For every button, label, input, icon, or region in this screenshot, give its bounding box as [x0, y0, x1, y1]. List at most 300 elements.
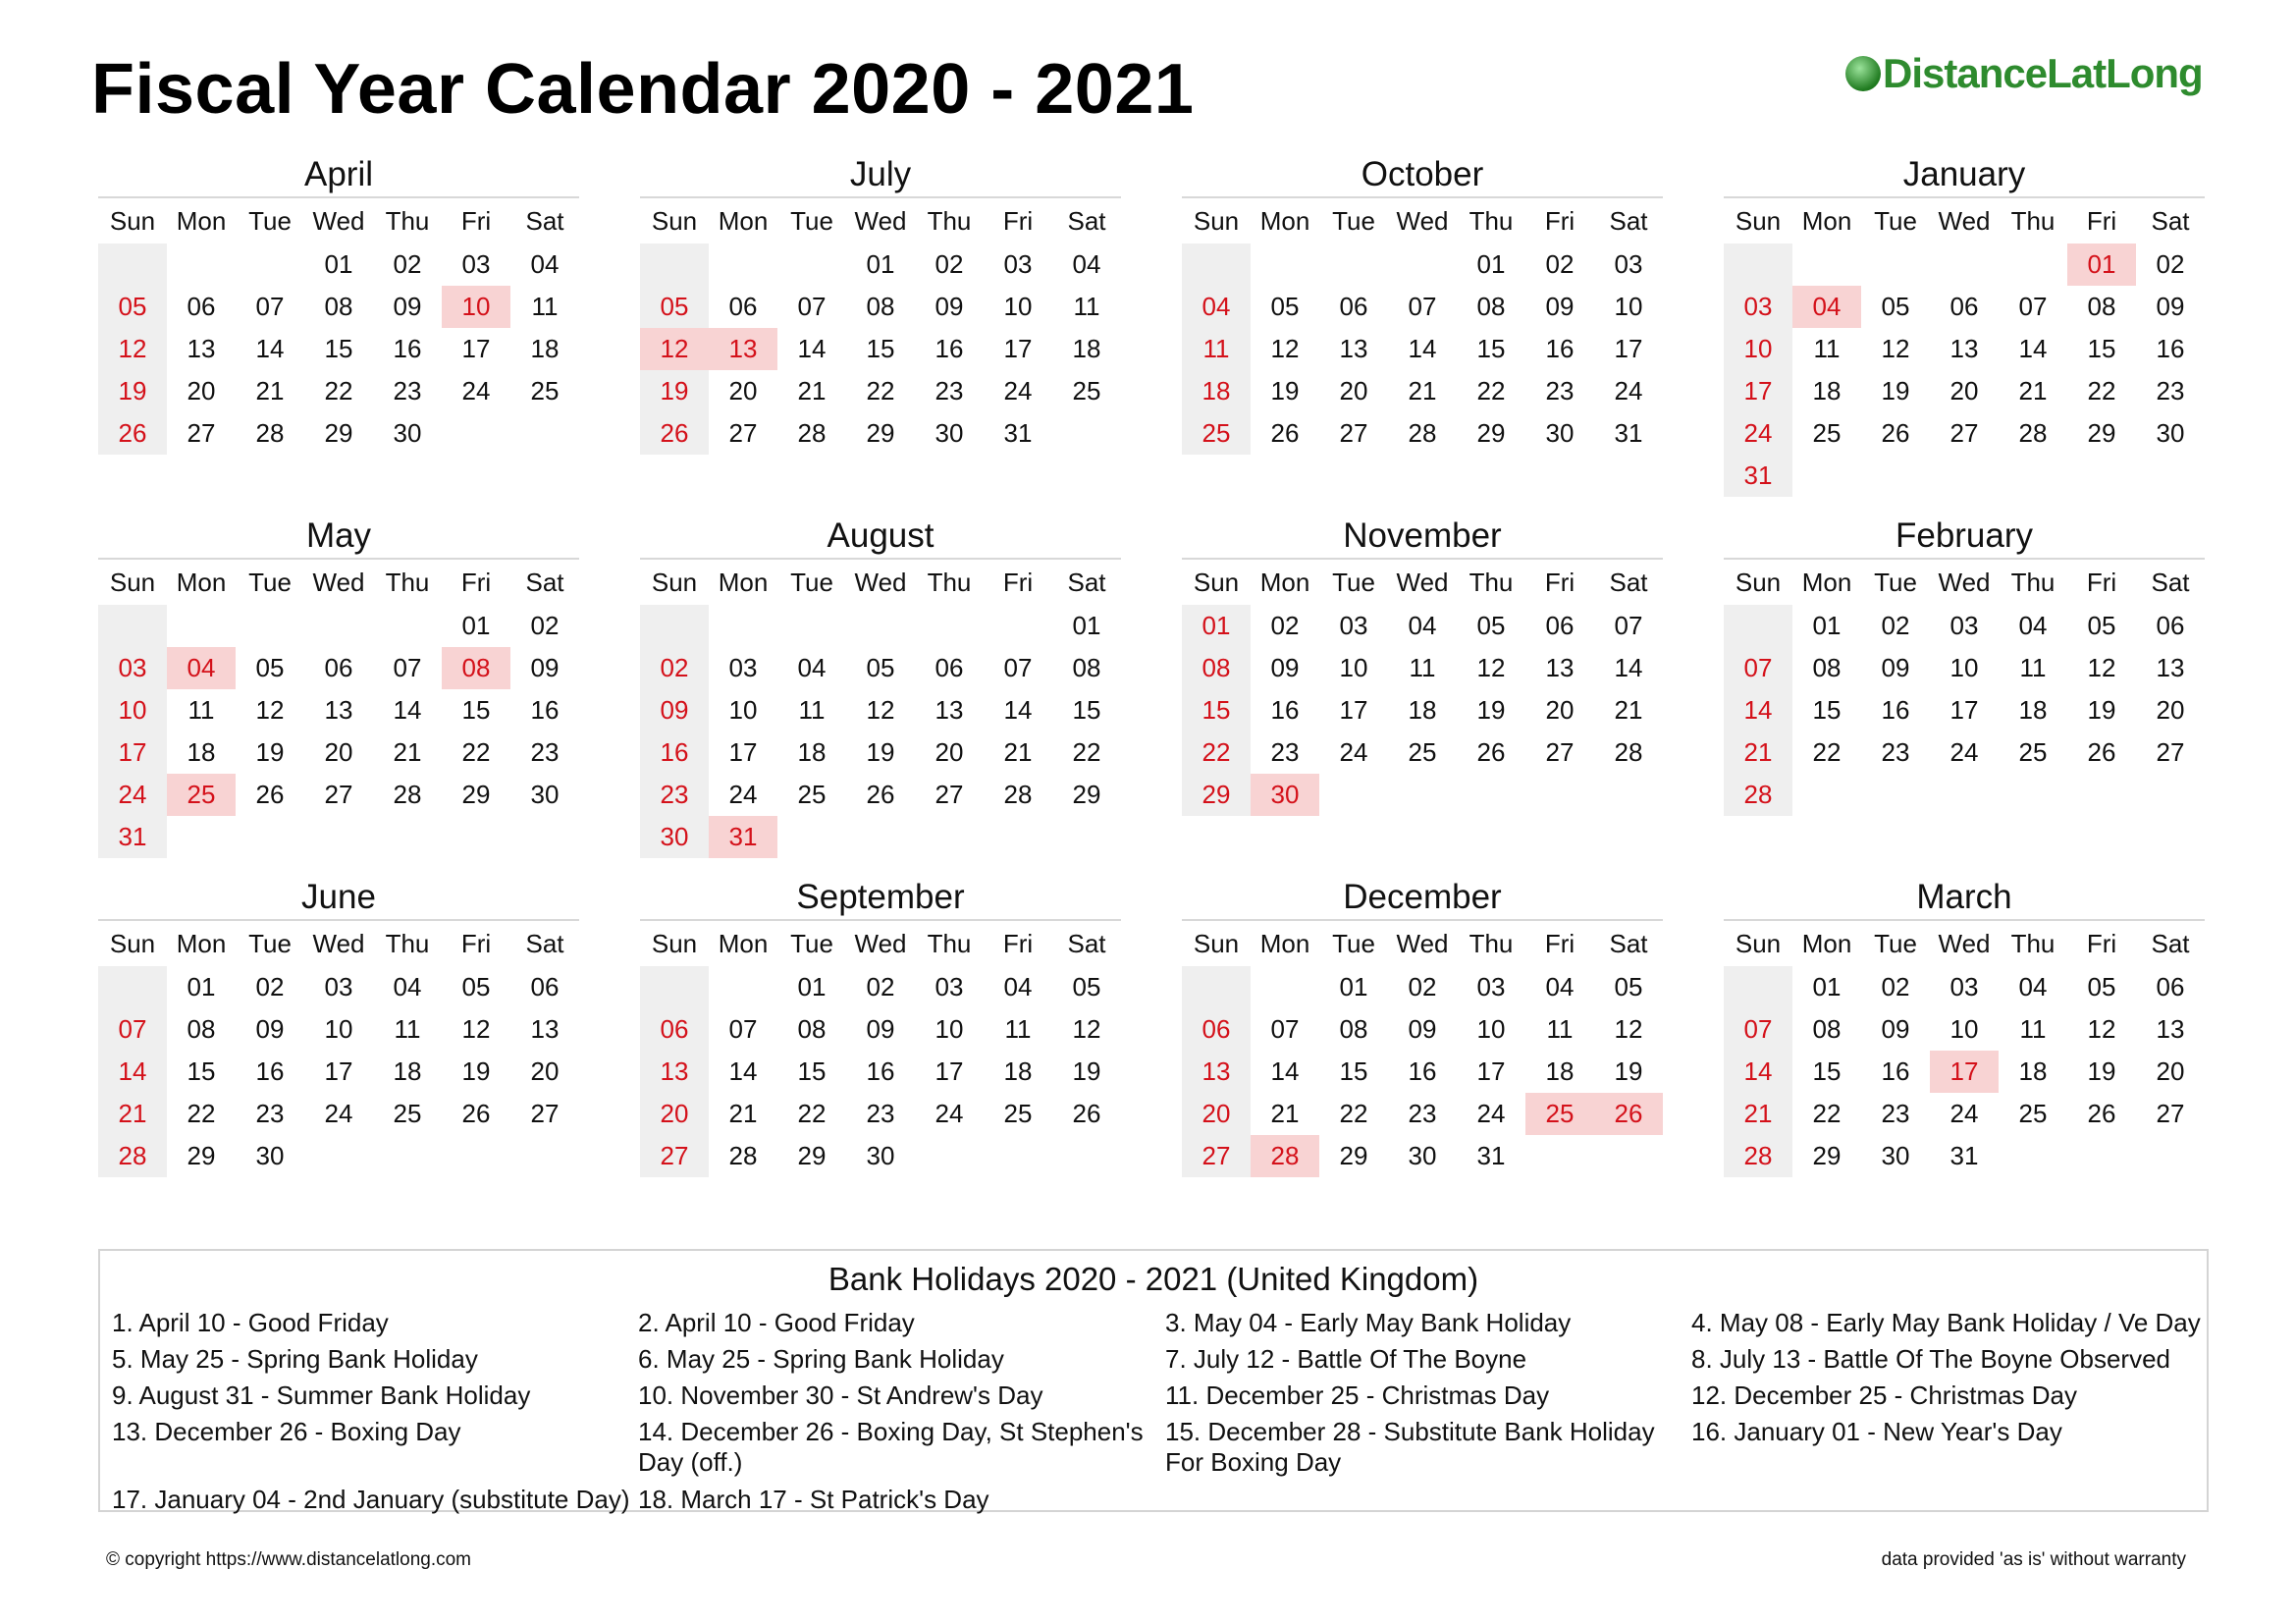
day-cell[interactable]: 29 [1476, 418, 1506, 448]
day-cell[interactable]: 14 [797, 334, 827, 363]
day-cell[interactable]: 28 [797, 418, 827, 448]
day-cell[interactable]: 05 [1881, 292, 1910, 321]
day-cell[interactable]: 15 [2087, 334, 2116, 363]
day-cell[interactable]: 27 [640, 1135, 709, 1177]
day-cell[interactable]: 30 [866, 1141, 895, 1170]
day-cell[interactable]: 18 [1812, 376, 1842, 406]
day-cell[interactable]: 24 [1476, 1099, 1506, 1128]
day-cell[interactable]: 31 [1614, 418, 1643, 448]
day-cell[interactable]: 18 [797, 737, 827, 767]
day-cell[interactable]: 23 [640, 774, 709, 816]
day-cell[interactable]: 16 [640, 731, 709, 774]
day-cell[interactable]: 24 [324, 1099, 353, 1128]
day-cell[interactable]: 20 [640, 1093, 709, 1135]
day-cell[interactable]: 29 [1812, 1141, 1842, 1170]
day-cell[interactable]: 15 [1812, 695, 1842, 725]
day-cell[interactable]: 08 [1182, 647, 1251, 689]
day-cell[interactable]: 13 [530, 1014, 560, 1044]
day-cell[interactable]: 03 [934, 972, 964, 1001]
day-cell[interactable]: 14 [393, 695, 422, 725]
day-cell[interactable]: 19 [461, 1056, 491, 1086]
day-cell[interactable]: 05 [2087, 611, 2116, 640]
day-cell[interactable]: 18 [187, 737, 216, 767]
day-cell[interactable]: 04 [167, 647, 236, 689]
day-cell[interactable]: 11 [531, 292, 559, 321]
day-cell[interactable]: 02 [934, 249, 964, 279]
day-cell[interactable]: 26 [98, 412, 167, 455]
day-cell[interactable]: 12 [2087, 1014, 2116, 1044]
day-cell[interactable]: 19 [1881, 376, 1910, 406]
day-cell[interactable]: 07 [393, 653, 422, 682]
day-cell[interactable]: 23 [1545, 376, 1575, 406]
day-cell[interactable]: 21 [1724, 1093, 1792, 1135]
day-cell[interactable]: 08 [442, 647, 510, 689]
day-cell[interactable]: 25 [1072, 376, 1101, 406]
day-cell[interactable]: 06 [640, 1008, 709, 1051]
day-cell[interactable]: 25 [797, 780, 827, 809]
day-cell[interactable]: 18 [530, 334, 560, 363]
day-cell[interactable]: 04 [1003, 972, 1033, 1001]
day-cell[interactable]: 25 [1408, 737, 1437, 767]
day-cell[interactable]: 07 [1270, 1014, 1300, 1044]
day-cell[interactable]: 14 [1724, 689, 1792, 731]
day-cell[interactable]: 19 [255, 737, 285, 767]
day-cell[interactable]: 31 [1476, 1141, 1506, 1170]
day-cell[interactable]: 31 [1724, 455, 1792, 497]
day-cell[interactable]: 08 [1072, 653, 1101, 682]
day-cell[interactable]: 30 [2156, 418, 2185, 448]
day-cell[interactable]: 01 [187, 972, 216, 1001]
day-cell[interactable]: 10 [1614, 292, 1643, 321]
day-cell[interactable]: 16 [934, 334, 964, 363]
day-cell[interactable]: 27 [1545, 737, 1575, 767]
day-cell[interactable]: 24 [98, 774, 167, 816]
day-cell[interactable]: 22 [461, 737, 491, 767]
day-cell[interactable]: 21 [1614, 695, 1643, 725]
day-cell[interactable]: 27 [934, 780, 964, 809]
day-cell[interactable]: 27 [324, 780, 353, 809]
day-cell[interactable]: 17 [1614, 334, 1643, 363]
day-cell[interactable]: 19 [1072, 1056, 1101, 1086]
day-cell[interactable]: 29 [866, 418, 895, 448]
day-cell[interactable]: 22 [1339, 1099, 1368, 1128]
day-cell[interactable]: 02 [1408, 972, 1437, 1001]
day-cell[interactable]: 04 [2018, 972, 2048, 1001]
day-cell[interactable]: 17 [1724, 370, 1792, 412]
day-cell[interactable]: 28 [1251, 1135, 1319, 1177]
day-cell[interactable]: 13 [2156, 653, 2185, 682]
day-cell[interactable]: 14 [2018, 334, 2048, 363]
day-cell[interactable]: 06 [1182, 1008, 1251, 1051]
day-cell[interactable]: 06 [1339, 292, 1368, 321]
day-cell[interactable]: 14 [1408, 334, 1437, 363]
day-cell[interactable]: 21 [1408, 376, 1437, 406]
day-cell[interactable]: 08 [866, 292, 895, 321]
day-cell[interactable]: 08 [1339, 1014, 1368, 1044]
day-cell[interactable]: 30 [1545, 418, 1575, 448]
day-cell[interactable]: 05 [255, 653, 285, 682]
day-cell[interactable]: 06 [934, 653, 964, 682]
day-cell[interactable]: 12 [1614, 1014, 1643, 1044]
day-cell[interactable]: 14 [1003, 695, 1033, 725]
day-cell[interactable]: 04 [797, 653, 827, 682]
day-cell[interactable]: 04 [1545, 972, 1575, 1001]
day-cell[interactable]: 15 [1339, 1056, 1368, 1086]
day-cell[interactable]: 24 [1339, 737, 1368, 767]
day-cell[interactable]: 06 [1545, 611, 1575, 640]
day-cell[interactable]: 22 [1812, 1099, 1842, 1128]
day-cell[interactable]: 07 [98, 1008, 167, 1051]
day-cell[interactable]: 21 [1003, 737, 1033, 767]
day-cell[interactable]: 29 [2087, 418, 2116, 448]
day-cell[interactable]: 27 [2156, 737, 2185, 767]
day-cell[interactable]: 01 [324, 249, 353, 279]
day-cell[interactable]: 30 [393, 418, 422, 448]
day-cell[interactable]: 28 [393, 780, 422, 809]
day-cell[interactable]: 19 [2087, 695, 2116, 725]
day-cell[interactable]: 15 [1476, 334, 1506, 363]
day-cell[interactable]: 01 [1072, 611, 1101, 640]
day-cell[interactable]: 13 [1545, 653, 1575, 682]
day-cell[interactable]: 26 [640, 412, 709, 455]
day-cell[interactable]: 12 [2087, 653, 2116, 682]
day-cell[interactable]: 12 [255, 695, 285, 725]
day-cell[interactable]: 30 [1251, 774, 1319, 816]
day-cell[interactable]: 09 [1270, 653, 1300, 682]
day-cell[interactable]: 15 [866, 334, 895, 363]
day-cell[interactable]: 26 [1270, 418, 1300, 448]
day-cell[interactable]: 27 [1339, 418, 1368, 448]
day-cell[interactable]: 02 [640, 647, 709, 689]
day-cell[interactable]: 21 [2018, 376, 2048, 406]
day-cell[interactable]: 28 [1408, 418, 1437, 448]
day-cell[interactable]: 17 [1930, 1051, 1999, 1093]
day-cell[interactable]: 06 [728, 292, 758, 321]
day-cell[interactable]: 13 [640, 1051, 709, 1093]
day-cell[interactable]: 19 [1270, 376, 1300, 406]
day-cell[interactable]: 03 [1339, 611, 1368, 640]
day-cell[interactable]: 07 [797, 292, 827, 321]
day-cell[interactable]: 22 [1812, 737, 1842, 767]
day-cell[interactable]: 11 [2019, 653, 2047, 682]
day-cell[interactable]: 03 [461, 249, 491, 279]
day-cell[interactable]: 05 [1072, 972, 1101, 1001]
day-cell[interactable]: 16 [393, 334, 422, 363]
day-cell[interactable]: 15 [1072, 695, 1101, 725]
day-cell[interactable]: 08 [797, 1014, 827, 1044]
day-cell[interactable]: 20 [1949, 376, 1979, 406]
day-cell[interactable]: 21 [1270, 1099, 1300, 1128]
day-cell[interactable]: 28 [255, 418, 285, 448]
day-cell[interactable]: 17 [461, 334, 491, 363]
day-cell[interactable]: 28 [98, 1135, 167, 1177]
day-cell[interactable]: 23 [934, 376, 964, 406]
day-cell[interactable]: 21 [728, 1099, 758, 1128]
day-cell[interactable]: 13 [1949, 334, 1979, 363]
day-cell[interactable]: 29 [1182, 774, 1251, 816]
day-cell[interactable]: 08 [1812, 1014, 1842, 1044]
day-cell[interactable]: 12 [461, 1014, 491, 1044]
day-cell[interactable]: 28 [1003, 780, 1033, 809]
day-cell[interactable]: 27 [530, 1099, 560, 1128]
day-cell[interactable]: 08 [2087, 292, 2116, 321]
day-cell[interactable]: 26 [461, 1099, 491, 1128]
day-cell[interactable]: 03 [1724, 286, 1792, 328]
day-cell[interactable]: 19 [2087, 1056, 2116, 1086]
day-cell[interactable]: 28 [728, 1141, 758, 1170]
day-cell[interactable]: 09 [866, 1014, 895, 1044]
day-cell[interactable]: 06 [187, 292, 216, 321]
day-cell[interactable]: 22 [2087, 376, 2116, 406]
day-cell[interactable]: 06 [2156, 972, 2185, 1001]
day-cell[interactable]: 01 [866, 249, 895, 279]
day-cell[interactable]: 28 [1724, 774, 1792, 816]
day-cell[interactable]: 14 [1270, 1056, 1300, 1086]
day-cell[interactable]: 11 [1409, 653, 1436, 682]
day-cell[interactable]: 15 [797, 1056, 827, 1086]
day-cell[interactable]: 09 [1545, 292, 1575, 321]
day-cell[interactable]: 20 [1339, 376, 1368, 406]
day-cell[interactable]: 03 [324, 972, 353, 1001]
day-cell[interactable]: 14 [255, 334, 285, 363]
day-cell[interactable]: 17 [1949, 695, 1979, 725]
day-cell[interactable]: 09 [393, 292, 422, 321]
day-cell[interactable]: 05 [98, 286, 167, 328]
day-cell[interactable]: 22 [1182, 731, 1251, 774]
day-cell[interactable]: 16 [2156, 334, 2185, 363]
day-cell[interactable]: 01 [1339, 972, 1368, 1001]
day-cell[interactable]: 18 [1545, 1056, 1575, 1086]
day-cell[interactable]: 29 [797, 1141, 827, 1170]
day-cell[interactable]: 16 [866, 1056, 895, 1086]
day-cell[interactable]: 25 [1003, 1099, 1033, 1128]
day-cell[interactable]: 13 [1182, 1051, 1251, 1093]
day-cell[interactable]: 03 [98, 647, 167, 689]
day-cell[interactable]: 23 [255, 1099, 285, 1128]
day-cell[interactable]: 26 [866, 780, 895, 809]
day-cell[interactable]: 07 [255, 292, 285, 321]
day-cell[interactable]: 01 [797, 972, 827, 1001]
day-cell[interactable]: 10 [1949, 1014, 1979, 1044]
day-cell[interactable]: 21 [98, 1093, 167, 1135]
day-cell[interactable]: 13 [2156, 1014, 2185, 1044]
day-cell[interactable]: 04 [393, 972, 422, 1001]
day-cell[interactable]: 01 [461, 611, 491, 640]
day-cell[interactable]: 05 [866, 653, 895, 682]
day-cell[interactable]: 23 [2156, 376, 2185, 406]
day-cell[interactable]: 06 [530, 972, 560, 1001]
day-cell[interactable]: 27 [728, 418, 758, 448]
day-cell[interactable]: 30 [1408, 1141, 1437, 1170]
day-cell[interactable]: 13 [324, 695, 353, 725]
day-cell[interactable]: 22 [797, 1099, 827, 1128]
day-cell[interactable]: 16 [1881, 695, 1910, 725]
day-cell[interactable]: 20 [728, 376, 758, 406]
day-cell[interactable]: 01 [1812, 972, 1842, 1001]
day-cell[interactable]: 26 [255, 780, 285, 809]
day-cell[interactable]: 25 [1182, 412, 1251, 455]
day-cell[interactable]: 17 [324, 1056, 353, 1086]
day-cell[interactable]: 20 [1182, 1093, 1251, 1135]
day-cell[interactable]: 29 [1339, 1141, 1368, 1170]
day-cell[interactable]: 26 [1072, 1099, 1101, 1128]
day-cell[interactable]: 23 [1408, 1099, 1437, 1128]
day-cell[interactable]: 23 [1881, 1099, 1910, 1128]
day-cell[interactable]: 29 [461, 780, 491, 809]
day-cell[interactable]: 02 [1270, 611, 1300, 640]
day-cell[interactable]: 01 [1182, 605, 1251, 647]
day-cell[interactable]: 24 [1949, 737, 1979, 767]
day-cell[interactable]: 11 [2019, 1014, 2047, 1044]
day-cell[interactable]: 25 [1812, 418, 1842, 448]
day-cell[interactable]: 25 [2018, 737, 2048, 767]
day-cell[interactable]: 21 [1724, 731, 1792, 774]
day-cell[interactable]: 11 [394, 1014, 421, 1044]
day-cell[interactable]: 08 [1476, 292, 1506, 321]
day-cell[interactable]: 23 [1881, 737, 1910, 767]
day-cell[interactable]: 15 [1182, 689, 1251, 731]
day-cell[interactable]: 09 [1408, 1014, 1437, 1044]
day-cell[interactable]: 03 [728, 653, 758, 682]
day-cell[interactable]: 04 [530, 249, 560, 279]
day-cell[interactable]: 30 [255, 1141, 285, 1170]
day-cell[interactable]: 16 [1881, 1056, 1910, 1086]
day-cell[interactable]: 10 [1003, 292, 1033, 321]
day-cell[interactable]: 05 [640, 286, 709, 328]
day-cell[interactable]: 15 [187, 1056, 216, 1086]
day-cell[interactable]: 26 [2087, 1099, 2116, 1128]
day-cell[interactable]: 10 [728, 695, 758, 725]
day-cell[interactable]: 28 [1614, 737, 1643, 767]
day-cell[interactable]: 17 [728, 737, 758, 767]
day-cell[interactable]: 19 [866, 737, 895, 767]
day-cell[interactable]: 11 [1182, 328, 1251, 370]
day-cell[interactable]: 07 [1724, 1008, 1792, 1051]
day-cell[interactable]: 07 [1614, 611, 1643, 640]
day-cell[interactable]: 17 [934, 1056, 964, 1086]
day-cell[interactable]: 29 [187, 1141, 216, 1170]
day-cell[interactable]: 13 [709, 328, 777, 370]
day-cell[interactable]: 18 [1182, 370, 1251, 412]
day-cell[interactable]: 24 [461, 376, 491, 406]
day-cell[interactable]: 15 [324, 334, 353, 363]
day-cell[interactable]: 01 [1812, 611, 1842, 640]
day-cell[interactable]: 12 [98, 328, 167, 370]
day-cell[interactable]: 10 [1949, 653, 1979, 682]
day-cell[interactable]: 02 [866, 972, 895, 1001]
day-cell[interactable]: 22 [1072, 737, 1101, 767]
day-cell[interactable]: 22 [187, 1099, 216, 1128]
day-cell[interactable]: 22 [866, 376, 895, 406]
day-cell[interactable]: 04 [2018, 611, 2048, 640]
day-cell[interactable]: 23 [866, 1099, 895, 1128]
day-cell[interactable]: 04 [1792, 286, 1861, 328]
day-cell[interactable]: 20 [2156, 1056, 2185, 1086]
day-cell[interactable]: 03 [1003, 249, 1033, 279]
day-cell[interactable]: 21 [255, 376, 285, 406]
day-cell[interactable]: 30 [1881, 1141, 1910, 1170]
day-cell[interactable]: 09 [255, 1014, 285, 1044]
day-cell[interactable]: 05 [461, 972, 491, 1001]
day-cell[interactable]: 10 [98, 689, 167, 731]
day-cell[interactable]: 24 [1614, 376, 1643, 406]
day-cell[interactable]: 02 [1545, 249, 1575, 279]
day-cell[interactable]: 18 [393, 1056, 422, 1086]
day-cell[interactable]: 10 [1339, 653, 1368, 682]
day-cell[interactable]: 30 [934, 418, 964, 448]
day-cell[interactable]: 16 [1545, 334, 1575, 363]
day-cell[interactable]: 10 [442, 286, 510, 328]
day-cell[interactable]: 11 [187, 695, 215, 725]
day-cell[interactable]: 31 [1003, 418, 1033, 448]
day-cell[interactable]: 16 [1408, 1056, 1437, 1086]
day-cell[interactable]: 07 [2018, 292, 2048, 321]
day-cell[interactable]: 11 [1546, 1014, 1574, 1044]
day-cell[interactable]: 24 [728, 780, 758, 809]
day-cell[interactable]: 21 [393, 737, 422, 767]
day-cell[interactable]: 09 [1881, 653, 1910, 682]
day-cell[interactable]: 04 [1408, 611, 1437, 640]
day-cell[interactable]: 27 [187, 418, 216, 448]
day-cell[interactable]: 14 [98, 1051, 167, 1093]
day-cell[interactable]: 23 [1270, 737, 1300, 767]
day-cell[interactable]: 05 [1270, 292, 1300, 321]
day-cell[interactable]: 02 [1881, 972, 1910, 1001]
day-cell[interactable]: 12 [866, 695, 895, 725]
day-cell[interactable]: 17 [98, 731, 167, 774]
day-cell[interactable]: 06 [2156, 611, 2185, 640]
day-cell[interactable]: 02 [1881, 611, 1910, 640]
day-cell[interactable]: 16 [1270, 695, 1300, 725]
day-cell[interactable]: 18 [2018, 1056, 2048, 1086]
day-cell[interactable]: 09 [530, 653, 560, 682]
day-cell[interactable]: 22 [1476, 376, 1506, 406]
day-cell[interactable]: 04 [1182, 286, 1251, 328]
day-cell[interactable]: 09 [934, 292, 964, 321]
day-cell[interactable]: 11 [1004, 1014, 1032, 1044]
day-cell[interactable]: 12 [1476, 653, 1506, 682]
day-cell[interactable]: 20 [324, 737, 353, 767]
day-cell[interactable]: 13 [187, 334, 216, 363]
day-cell[interactable]: 25 [530, 376, 560, 406]
day-cell[interactable]: 02 [530, 611, 560, 640]
day-cell[interactable]: 14 [1614, 653, 1643, 682]
day-cell[interactable]: 31 [709, 816, 777, 858]
day-cell[interactable]: 03 [1476, 972, 1506, 1001]
day-cell[interactable]: 12 [1881, 334, 1910, 363]
day-cell[interactable]: 06 [1949, 292, 1979, 321]
day-cell[interactable]: 18 [1072, 334, 1101, 363]
day-cell[interactable]: 01 [2067, 244, 2136, 286]
day-cell[interactable]: 27 [2156, 1099, 2185, 1128]
day-cell[interactable]: 10 [1476, 1014, 1506, 1044]
day-cell[interactable]: 10 [324, 1014, 353, 1044]
day-cell[interactable]: 05 [1614, 972, 1643, 1001]
day-cell[interactable]: 05 [2087, 972, 2116, 1001]
day-cell[interactable]: 29 [324, 418, 353, 448]
day-cell[interactable]: 22 [324, 376, 353, 406]
day-cell[interactable]: 07 [1408, 292, 1437, 321]
day-cell[interactable]: 05 [1476, 611, 1506, 640]
day-cell[interactable]: 24 [1949, 1099, 1979, 1128]
day-cell[interactable]: 10 [934, 1014, 964, 1044]
day-cell[interactable]: 17 [1476, 1056, 1506, 1086]
day-cell[interactable]: 29 [1072, 780, 1101, 809]
day-cell[interactable]: 12 [1072, 1014, 1101, 1044]
day-cell[interactable]: 20 [530, 1056, 560, 1086]
day-cell[interactable]: 31 [98, 816, 167, 858]
day-cell[interactable]: 21 [797, 376, 827, 406]
